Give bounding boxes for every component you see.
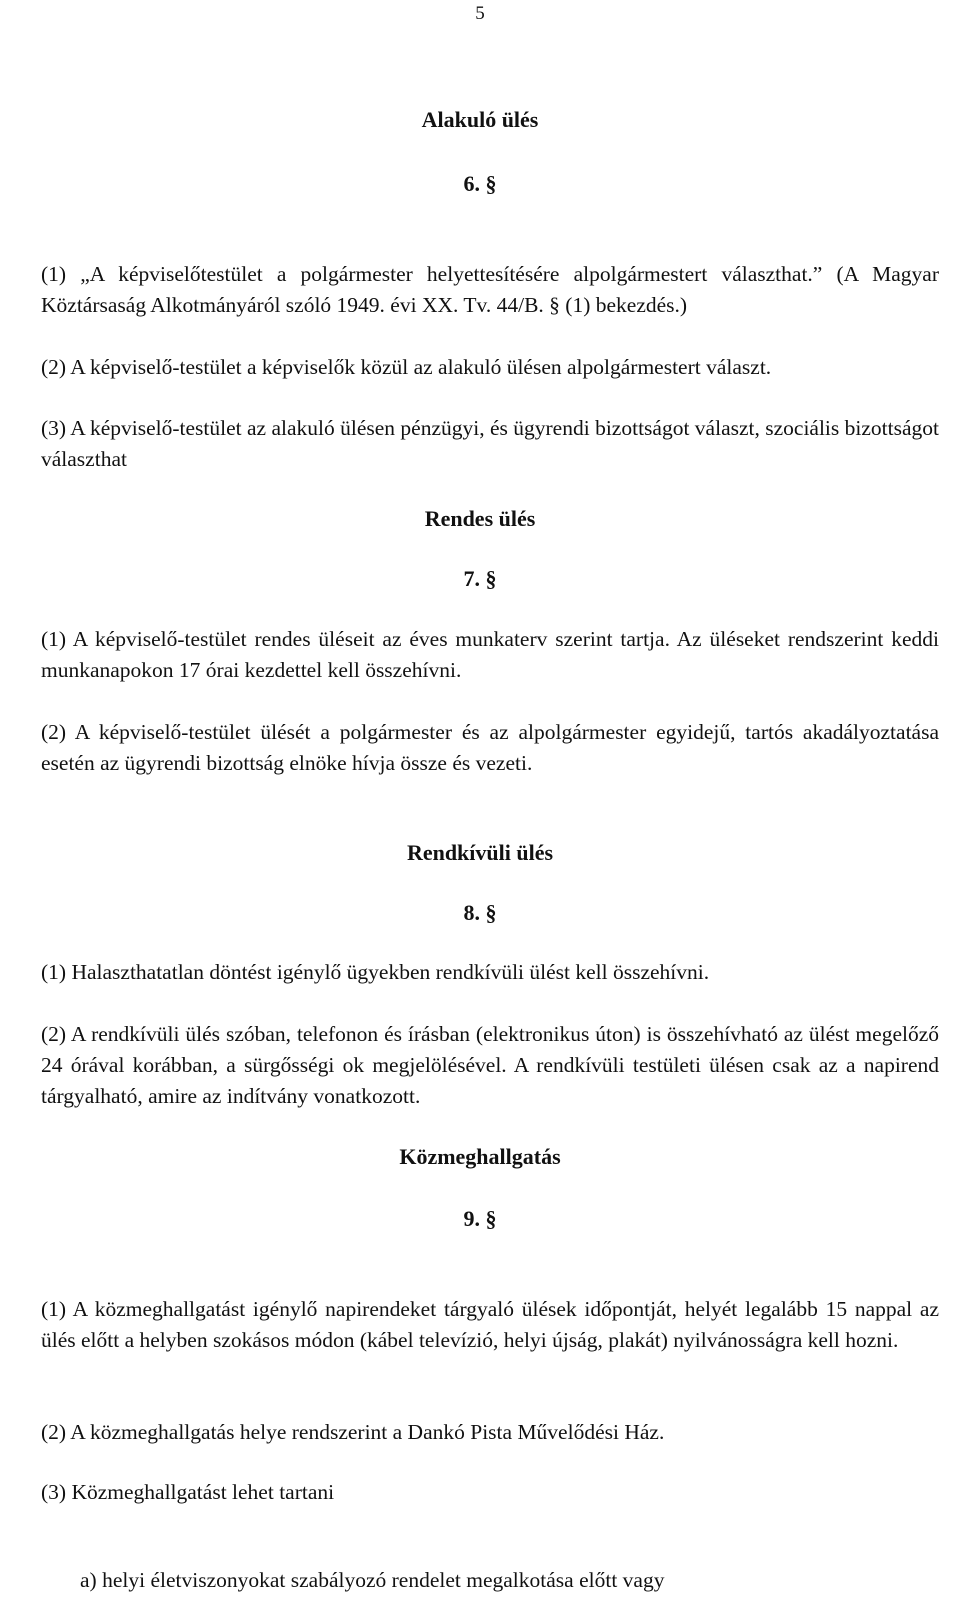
paragraph-7-1: (1) A képviselő-testület rendes üléseit az éves munkaterv szerint tartja. Az üléseket rendszerint keddi munkanapokon 17 órai kezdettel kell összehívni. <box>41 627 939 682</box>
paragraph-9-2: (2) A közmeghallgatás helye rendszerint a Dankó Pista Művelődési Ház. <box>41 1420 665 1444</box>
section-number-8: 8. § <box>463 900 497 925</box>
paragraph-7-2: (2) A képviselő-testület ülését a polgármester és az alpolgármester egyidejű, tartós akadályoztatása esetén az ügyrendi bizottság elnöke hívja össze és vezeti. <box>41 720 939 775</box>
paragraph-9-1: (1) A közmeghallgatást igénylő napirendeket tárgyaló ülések időpontját, helyét legalább 15 nappal az ülés előtt a helyben szokásos módon (kábel televízió, helyi újság, plakát) nyilvánosságra kell hozni. <box>41 1297 939 1352</box>
paragraph-8-1: (1) Halaszthatatlan döntést igénylő ügyekben rendkívüli ülést kell összehívni. <box>41 960 710 984</box>
page-number: 5 <box>475 3 485 24</box>
section-number-7: 7. § <box>463 566 497 591</box>
section-title-alakulo-ules: Alakuló ülés <box>421 107 539 132</box>
section-number-9: 9. § <box>463 1206 497 1231</box>
paragraph-9-3: (3) Közmeghallgatást lehet tartani <box>41 1480 335 1504</box>
section-title-rendkivuli-ules: Rendkívüli ülés <box>406 840 554 865</box>
paragraph-6-1: (1) „A képviselőtestület a polgármester helyettesítésére alpolgármestert választhat.” (A Magyar Köztársaság Alkotmányáról szóló 1949. évi XX. Tv. 44/B. § (1) bekezdés.) <box>41 262 939 317</box>
paragraph-8-2: (2) A rendkívüli ülés szóban, telefonon és írásban (elektronikus úton) is összehívható az ülést megelőző 24 órával korábban, a sürgősségi ok megjelölésével. A rendkívüli testületi ülésen csak az a napirend tárgyalható, amire az indítvány vonatkozott. <box>41 1022 939 1108</box>
section-number-6: 6. § <box>463 171 497 196</box>
section-title-kozmeghallgatas: Közmeghallgatás <box>399 1144 561 1169</box>
paragraph-6-2: (2) A képviselő-testület a képviselők közül az alakuló ülésen alpolgármestert választ. <box>41 355 772 379</box>
list-item-a: a) helyi életviszonyokat szabályozó rendelet megalkotása előtt vagy <box>80 1568 665 1592</box>
paragraph-6-3: (3) A képviselő-testület az alakuló ülésen pénzügyi, és ügyrendi bizottságot választ, szociális bizottságot választhat <box>41 416 939 471</box>
section-title-rendes-ules: Rendes ülés <box>424 506 536 531</box>
